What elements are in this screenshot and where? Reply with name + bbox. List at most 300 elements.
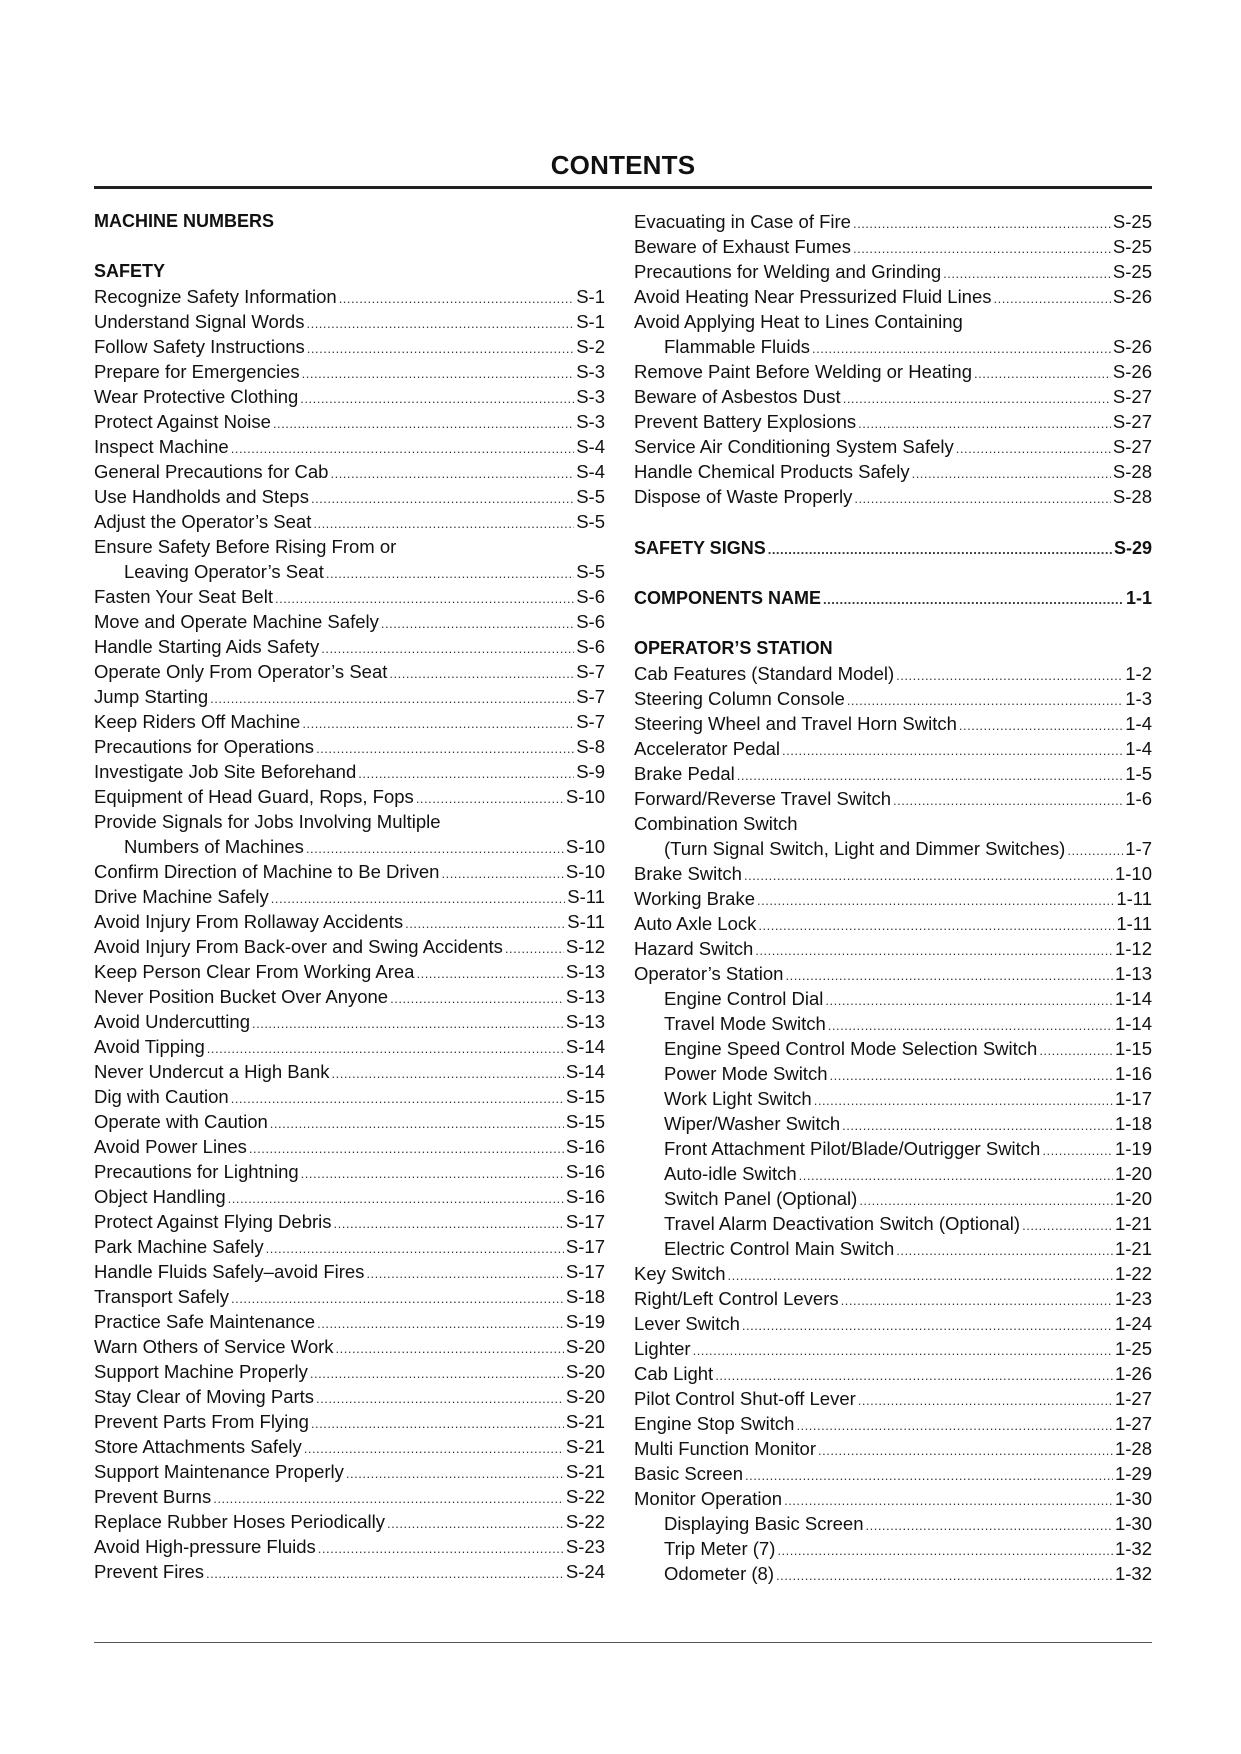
toc-leader-dots <box>339 286 575 311</box>
toc-entry <box>94 1159 605 1184</box>
toc-entry-page: S-1 <box>576 286 605 307</box>
toc-entry <box>94 309 605 334</box>
toc-leader-dots <box>304 1436 564 1461</box>
toc-leader-dots <box>326 561 574 586</box>
toc-entry <box>94 1259 605 1284</box>
toc-entry-page: S-7 <box>576 661 605 682</box>
toc-entry-page: S-3 <box>576 411 605 432</box>
toc-entry <box>634 986 1152 1011</box>
toc-entry <box>94 1084 605 1109</box>
toc-entry-label: Beware of Asbestos Dust <box>634 386 841 407</box>
toc-entry <box>94 1059 605 1084</box>
toc-entry-page: S-26 <box>1112 286 1152 307</box>
toc-entry-page: 1-30 <box>1114 1488 1152 1509</box>
toc-leader-dots <box>389 661 574 686</box>
toc-leader-dots <box>782 738 1123 763</box>
toc-leader-dots <box>318 1536 564 1561</box>
toc-entry-label: Lighter <box>634 1338 691 1359</box>
toc-entry-label: Engine Control Dial <box>664 988 824 1009</box>
toc-entry-label: Engine Speed Control Mode Selection Switch <box>664 1038 1038 1059</box>
toc-entry-page: S-16 <box>565 1136 605 1157</box>
toc-leader-dots <box>311 1411 564 1436</box>
toc-entry <box>94 634 605 659</box>
toc-entry-page: S-6 <box>576 611 605 632</box>
toc-entry-page: S-29 <box>1113 538 1152 558</box>
toc-entry <box>634 1286 1152 1311</box>
toc-leader-dots <box>302 361 575 386</box>
toc-entry-page: 1-27 <box>1114 1388 1152 1409</box>
toc-entry-page: S-5 <box>576 561 605 582</box>
toc-leader-dots <box>959 713 1123 738</box>
toc-entry-label: Engine Stop Switch <box>634 1413 795 1434</box>
toc-entry-label: Wear Protective Clothing <box>94 386 299 407</box>
toc-entry <box>94 1184 605 1209</box>
toc-leader-dots <box>956 436 1111 461</box>
toc-entry-page: 1-32 <box>1114 1538 1152 1559</box>
toc-entry-label: Transport Safely <box>94 1286 230 1307</box>
toc-entry-label: Never Position Bucket Over Anyone <box>94 986 389 1007</box>
toc-entry-label: Avoid Power Lines <box>94 1136 247 1157</box>
toc-entry-page: S-28 <box>1112 461 1152 482</box>
toc-entry-page: 1-14 <box>1114 1013 1152 1034</box>
toc-entry <box>634 384 1152 409</box>
toc-entry-page: 1-4 <box>1125 713 1152 734</box>
toc-entry-label: Adjust the Operator’s Seat <box>94 511 312 532</box>
toc-entry-page: S-6 <box>576 586 605 607</box>
toc-entry <box>94 1484 605 1509</box>
toc-entry <box>634 1361 1152 1386</box>
toc-entry-page: S-21 <box>565 1436 605 1457</box>
toc-leader-dots <box>330 461 574 486</box>
toc-entry-label: Accelerator Pedal <box>634 738 781 759</box>
toc-entry-page: 1-12 <box>1114 938 1152 959</box>
toc-entry-label: Work Light Switch <box>664 1088 812 1109</box>
toc-entry-page: 1-22 <box>1114 1263 1152 1284</box>
toc-leader-dots <box>416 961 563 986</box>
toc-entry <box>634 209 1152 234</box>
toc-leader-dots <box>912 461 1111 486</box>
toc-leader-dots <box>785 963 1113 988</box>
toc-leader-dots <box>390 986 564 1011</box>
toc-entry <box>94 909 605 934</box>
toc-entry-page: S-10 <box>565 786 605 807</box>
toc-entry <box>634 1111 1152 1136</box>
toc-entry-page: S-27 <box>1112 386 1152 407</box>
toc-entry-page: S-27 <box>1112 411 1152 432</box>
toc-entry-page: 1-6 <box>1125 788 1152 809</box>
toc-entry-label: Dispose of Waste Properly <box>634 486 853 507</box>
toc-leader-dots <box>745 1463 1113 1488</box>
toc-entry-page: S-2 <box>576 336 605 357</box>
toc-leader-dots <box>858 1388 1113 1413</box>
toc-entry-page: S-23 <box>565 1536 605 1557</box>
toc-entry <box>94 1284 605 1309</box>
toc-entry-page: 1-29 <box>1114 1463 1152 1484</box>
toc-entry-page: 1-28 <box>1114 1438 1152 1459</box>
toc-entry-page: S-10 <box>565 836 605 857</box>
toc-leader-dots <box>796 1413 1113 1438</box>
toc-entry-page: S-14 <box>565 1061 605 1082</box>
toc-leader-dots <box>302 711 574 736</box>
page-title: CONTENTS <box>550 150 696 180</box>
toc-entry-label: Avoid Applying Heat to Lines Containing <box>634 311 963 332</box>
footer-rule <box>94 1642 1152 1643</box>
toc-leader-dots <box>828 1013 1113 1038</box>
toc-leader-dots <box>715 1363 1113 1388</box>
toc-entry <box>94 934 605 959</box>
toc-entry-label: Store Attachments Safely <box>94 1436 302 1457</box>
toc-leader-dots <box>728 1263 1113 1288</box>
toc-entry <box>94 1434 605 1459</box>
toc-leader-dots <box>737 763 1123 788</box>
toc-entry-label: Warn Others of Service Work <box>94 1336 334 1357</box>
toc-entry-page: 1-20 <box>1114 1188 1152 1209</box>
toc-entry-label: Displaying Basic Screen <box>664 1513 864 1534</box>
toc-entry-label: Avoid Injury From Rollaway Accidents <box>94 911 404 932</box>
toc-entry-label: Steering Wheel and Travel Horn Switch <box>634 713 957 734</box>
toc-leader-dots <box>313 511 574 536</box>
toc-leader-dots <box>825 988 1113 1013</box>
toc-entry-label: Support Machine Properly <box>94 1361 308 1382</box>
toc-entry-page: S-15 <box>565 1111 605 1132</box>
toc-entry-label: Keep Riders Off Machine <box>94 711 301 732</box>
toc-entry <box>94 1509 605 1534</box>
toc-entry-page: 1-5 <box>1125 763 1152 784</box>
toc-leader-dots <box>231 1286 564 1311</box>
toc-leader-dots <box>814 1088 1113 1113</box>
toc-entry <box>94 1559 605 1584</box>
toc-leader-dots <box>316 736 574 761</box>
toc-entry <box>634 911 1152 936</box>
toc-entry-label: Protect Against Noise <box>94 411 271 432</box>
toc-entry-page: S-15 <box>565 1086 605 1107</box>
toc-leader-dots <box>331 1061 563 1086</box>
toc-entry <box>634 836 1152 861</box>
toc-entry <box>634 1411 1152 1436</box>
toc-entry <box>634 484 1152 509</box>
toc-entry <box>634 936 1152 961</box>
toc-entry-page: S-26 <box>1112 336 1152 357</box>
toc-entry <box>94 284 605 309</box>
toc-leader-dots <box>306 836 564 861</box>
toc-entry <box>634 1161 1152 1186</box>
toc-entry-label: Basic Screen <box>634 1463 743 1484</box>
toc-entry-page: 1-7 <box>1125 838 1152 859</box>
toc-leader-dots <box>742 1313 1113 1338</box>
toc-entry-page: 1-1 <box>1125 588 1152 608</box>
toc-leader-dots <box>231 1086 564 1111</box>
toc-entry <box>94 809 605 834</box>
toc-entry <box>94 334 605 359</box>
toc-entry-page: S-22 <box>565 1486 605 1507</box>
toc-entry-page: S-17 <box>565 1236 605 1257</box>
toc-entry <box>634 861 1152 886</box>
toc-entry <box>94 959 605 984</box>
toc-leader-dots <box>206 1561 564 1586</box>
toc-entry <box>94 384 605 409</box>
toc-entry-page: S-16 <box>565 1186 605 1207</box>
toc-entry-page: 1-25 <box>1114 1338 1152 1359</box>
toc-entry-label: Avoid High-pressure Fluids <box>94 1536 316 1557</box>
toc-entry-page: 1-18 <box>1114 1113 1152 1134</box>
toc-entry-page: S-20 <box>565 1336 605 1357</box>
toc-leader-dots <box>336 1336 564 1361</box>
toc-entry-page: S-9 <box>576 761 605 782</box>
toc-leader-dots <box>210 686 574 711</box>
toc-entry-label: Handle Fluids Safely–avoid Fires <box>94 1261 365 1282</box>
toc-entry <box>634 1561 1152 1586</box>
toc-entry <box>634 259 1152 284</box>
toc-entry-label: Object Handling <box>94 1186 226 1207</box>
toc-entry <box>94 1534 605 1559</box>
toc-entry-label: Lever Switch <box>634 1313 740 1334</box>
toc-entry-page: 1-10 <box>1114 863 1152 884</box>
toc-leader-dots <box>974 361 1111 386</box>
toc-entry <box>94 1384 605 1409</box>
toc-leader-dots <box>758 913 1114 938</box>
toc-entry-page: S-11 <box>567 911 605 932</box>
toc-leader-dots <box>784 1488 1113 1513</box>
toc-leader-dots <box>757 888 1114 913</box>
toc-entry-label: Support Maintenance Properly <box>94 1461 344 1482</box>
toc-leader-dots <box>829 1063 1112 1088</box>
toc-entry-label: Electric Control Main Switch <box>664 1238 895 1259</box>
toc-entry <box>94 684 605 709</box>
toc-entry-label: Operate Only From Operator’s Seat <box>94 661 388 682</box>
toc-entry-label: Travel Alarm Deactivation Switch (Optional) <box>664 1213 1021 1234</box>
toc-leader-dots <box>266 1236 564 1261</box>
toc-entry <box>634 1086 1152 1111</box>
toc-entry <box>634 1136 1152 1161</box>
toc-leader-dots <box>316 1386 564 1411</box>
toc-entry <box>94 984 605 1009</box>
toc-entry <box>634 334 1152 359</box>
toc-section-heading <box>634 636 1152 661</box>
toc-entry-label: Prepare for Emergencies <box>94 361 300 382</box>
toc-entry-label: Never Undercut a High Bank <box>94 1061 330 1082</box>
toc-entry <box>94 534 605 559</box>
toc-entry-label: Forward/Reverse Travel Switch <box>634 788 892 809</box>
toc-entry-page: S-4 <box>576 436 605 457</box>
toc-entry <box>634 1436 1152 1461</box>
toc-entry-label: Use Handholds and Steps <box>94 486 309 507</box>
toc-leader-dots <box>842 1113 1113 1138</box>
toc-leader-dots <box>306 311 574 336</box>
toc-leader-dots <box>994 286 1111 311</box>
toc-left-column <box>94 209 605 1584</box>
toc-entry-label: Confirm Direction of Machine to Be Driven <box>94 861 440 882</box>
toc-entry-page: S-22 <box>565 1511 605 1532</box>
toc-leader-dots <box>777 1538 1113 1563</box>
toc-entry-label: Stay Clear of Moving Parts <box>94 1386 315 1407</box>
toc-leader-dots <box>231 436 574 461</box>
toc-entry-label: Hazard Switch <box>634 938 754 959</box>
toc-entry <box>94 1134 605 1159</box>
toc-entry-page: S-17 <box>565 1211 605 1232</box>
toc-entry-page: S-20 <box>565 1386 605 1407</box>
toc-entry-page: 1-30 <box>1114 1513 1152 1534</box>
toc-leader-dots <box>334 1211 564 1236</box>
toc-entry <box>634 1061 1152 1086</box>
toc-entry-label: Practice Safe Maintenance <box>94 1311 316 1332</box>
toc-entry-label: Auto Axle Lock <box>634 913 757 934</box>
toc-entry <box>94 609 605 634</box>
toc-entry-label: Brake Pedal <box>634 763 735 784</box>
toc-entry-page: S-18 <box>565 1286 605 1307</box>
toc-entry-label: Dig with Caution <box>94 1086 229 1107</box>
toc-entry <box>94 1409 605 1434</box>
toc-entry-page: 1-26 <box>1114 1363 1152 1384</box>
toc-entry-page: 1-19 <box>1114 1138 1152 1159</box>
toc-leader-dots <box>321 636 574 661</box>
toc-leader-dots <box>853 236 1111 261</box>
toc-entry <box>94 484 605 509</box>
toc-entry-page: S-8 <box>576 736 605 757</box>
toc-entry-label: Monitor Operation <box>634 1488 783 1509</box>
toc-entry <box>634 359 1152 384</box>
toc-leader-dots <box>744 863 1113 888</box>
toc-entry-page: S-26 <box>1112 361 1152 382</box>
toc-entry <box>634 886 1152 911</box>
toc-entry-page: S-13 <box>565 986 605 1007</box>
toc-leader-dots <box>812 336 1111 361</box>
toc-leader-dots <box>311 486 574 511</box>
toc-entry-page: 1-32 <box>1114 1563 1152 1584</box>
toc-entry-label: Front Attachment Pilot/Blade/Outrigger Switch <box>664 1138 1041 1159</box>
toc-entry-page: 1-14 <box>1114 988 1152 1009</box>
toc-leader-dots <box>1042 1138 1113 1163</box>
toc-entry-page: S-1 <box>576 311 605 332</box>
toc-entry <box>634 1486 1152 1511</box>
toc-entry-page: S-25 <box>1112 236 1152 257</box>
toc-entry-label: SAFETY <box>94 261 166 281</box>
toc-leader-dots <box>271 886 565 911</box>
toc-entry-label: Cab Features (Standard Model) <box>634 663 895 684</box>
toc-entry-label: Combination Switch <box>634 813 798 834</box>
toc-entry <box>634 1186 1152 1211</box>
toc-entry-label: Fasten Your Seat Belt <box>94 586 273 607</box>
toc-entry <box>94 584 605 609</box>
toc-entry-label: SAFETY SIGNS <box>634 538 766 558</box>
toc-entry-label: Power Mode Switch <box>664 1063 828 1084</box>
toc-right-column <box>634 209 1152 1586</box>
toc-leader-dots <box>387 1511 564 1536</box>
toc-leader-dots <box>213 1486 564 1511</box>
toc-entry-page: 1-4 <box>1125 738 1152 759</box>
toc-entry <box>94 709 605 734</box>
toc-leader-dots <box>865 1513 1112 1538</box>
toc-entry-page: S-20 <box>565 1361 605 1382</box>
toc-entry <box>94 1234 605 1259</box>
toc-section-heading <box>634 586 1152 611</box>
toc-entry-page: S-27 <box>1112 436 1152 457</box>
toc-entry-label: Key Switch <box>634 1263 726 1284</box>
toc-leader-dots <box>317 1311 564 1336</box>
toc-leader-dots <box>310 1361 564 1386</box>
toc-entry-page: 1-11 <box>1116 913 1152 934</box>
toc-entry <box>94 659 605 684</box>
toc-entry-label: Flammable Fluids <box>664 336 810 357</box>
toc-entry-label: Leaving Operator’s Seat <box>124 561 324 582</box>
title-rule <box>94 186 1152 189</box>
toc-entry-page: S-4 <box>576 461 605 482</box>
toc-entry-page: 1-13 <box>1114 963 1152 984</box>
toc-entry-page: S-14 <box>565 1036 605 1057</box>
toc-leader-dots <box>252 1011 564 1036</box>
toc-leader-dots <box>799 1163 1113 1188</box>
toc-entry-label: Avoid Tipping <box>94 1036 205 1057</box>
toc-entry-label: Prevent Burns <box>94 1486 212 1507</box>
toc-entry-page: S-3 <box>576 361 605 382</box>
toc-entry-label: Beware of Exhaust Fumes <box>634 236 851 257</box>
toc-entry-label: Prevent Fires <box>94 1561 205 1582</box>
toc-entry <box>634 1211 1152 1236</box>
toc-entry-label: Avoid Heating Near Pressurized Fluid Lines <box>634 286 992 307</box>
toc-entry-label: Numbers of Machines <box>124 836 304 857</box>
toc-leader-dots <box>1022 1213 1113 1238</box>
toc-leader-dots <box>307 336 574 361</box>
toc-leader-dots <box>300 386 574 411</box>
toc-entry-label: Precautions for Lightning <box>94 1161 299 1182</box>
toc-entry <box>94 559 605 584</box>
toc-leader-dots <box>505 936 564 961</box>
toc-leader-dots <box>301 1161 564 1186</box>
toc-entry-page: 1-24 <box>1114 1313 1152 1334</box>
toc-leader-dots <box>416 786 564 811</box>
toc-entry <box>634 1336 1152 1361</box>
toc-entry-page: S-10 <box>565 861 605 882</box>
toc-entry-label: Inspect Machine <box>94 436 229 457</box>
toc-entry-label: Precautions for Operations <box>94 736 315 757</box>
toc-leader-dots <box>823 587 1124 612</box>
toc-entry-page: 1-2 <box>1125 663 1152 684</box>
toc-entry-page: 1-21 <box>1114 1213 1152 1234</box>
toc-entry-label: Pilot Control Shut-off Lever <box>634 1388 856 1409</box>
toc-entry-label: Operate with Caution <box>94 1111 268 1132</box>
toc-entry-page: S-17 <box>565 1261 605 1282</box>
toc-entry <box>634 1011 1152 1036</box>
toc-entry-label: Provide Signals for Jobs Involving Multiple <box>94 811 441 832</box>
toc-entry-label: Handle Chemical Products Safely <box>634 461 910 482</box>
toc-entry <box>634 761 1152 786</box>
toc-leader-dots <box>381 611 574 636</box>
toc-entry <box>634 1261 1152 1286</box>
toc-entry <box>634 284 1152 309</box>
toc-entry <box>634 1236 1152 1261</box>
toc-entry-label: Operator’s Station <box>634 963 784 984</box>
toc-entry <box>634 961 1152 986</box>
toc-entry-page: 1-17 <box>1114 1088 1152 1109</box>
toc-leader-dots <box>441 861 563 886</box>
toc-entry-label: Investigate Job Site Beforehand <box>94 761 357 782</box>
toc-entry-page: S-5 <box>576 486 605 507</box>
toc-leader-dots <box>693 1338 1113 1363</box>
toc-entry <box>94 359 605 384</box>
toc-entry <box>634 736 1152 761</box>
toc-entry-label: Avoid Injury From Back-over and Swing Accidents <box>94 936 503 957</box>
toc-entry-page: S-13 <box>565 961 605 982</box>
toc-entry <box>94 1109 605 1134</box>
toc-entry-label: Avoid Undercutting <box>94 1011 250 1032</box>
toc-entry-page: S-5 <box>576 511 605 532</box>
toc-entry-label: Jump Starting <box>94 686 209 707</box>
toc-leader-dots <box>893 788 1123 813</box>
toc-leader-dots <box>896 1238 1113 1263</box>
toc-entry-label: Brake Switch <box>634 863 742 884</box>
toc-leader-dots <box>854 486 1111 511</box>
toc-entry-label: Right/Left Control Levers <box>634 1288 839 1309</box>
toc-entry <box>94 1309 605 1334</box>
